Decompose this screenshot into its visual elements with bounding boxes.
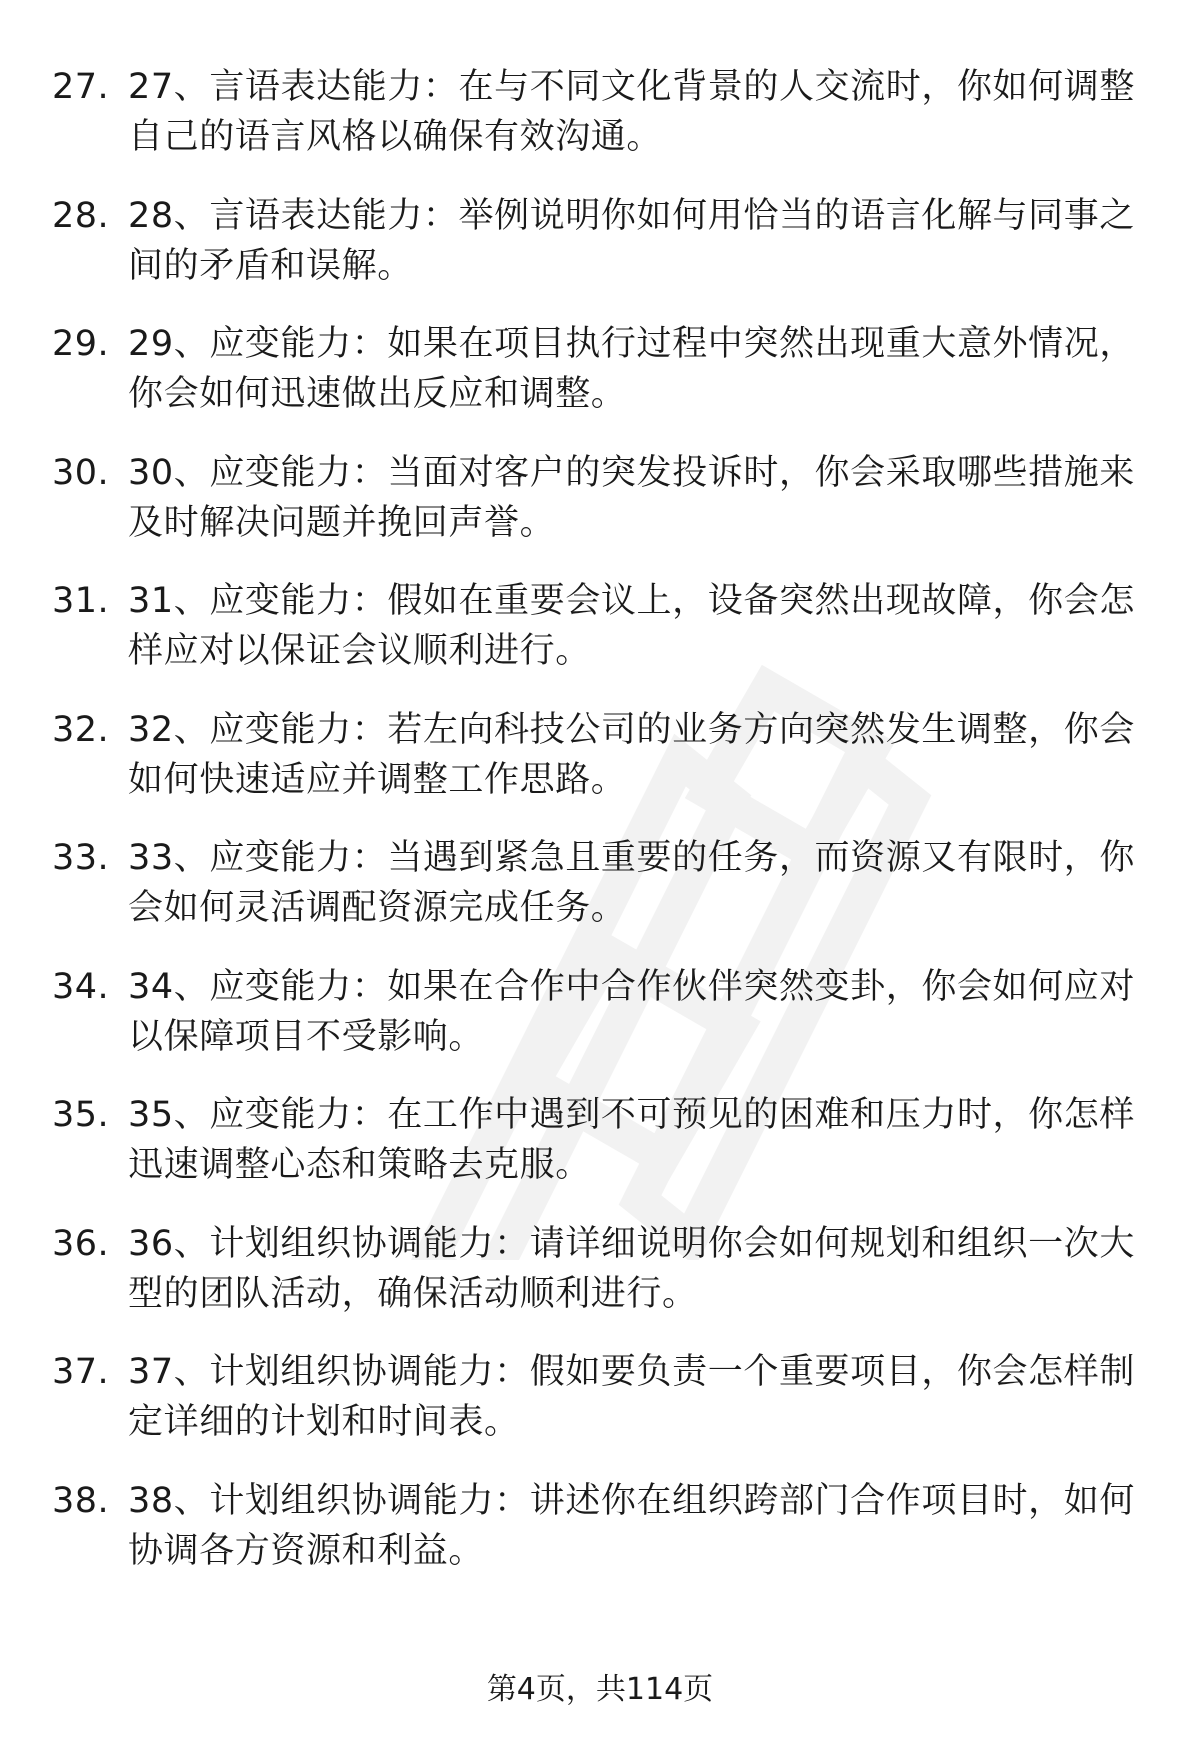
list-item [0,833,1200,962]
list-item [0,962,1200,1091]
list-item [0,1476,1200,1605]
item-number: 28. [52,195,110,236]
item-text: 35、应变能力：在工作中遇到不可预见的困难和压力时，你怎样迅速调整心态和策略去克服。 [128,1095,1135,1185]
item-text: 32、应变能力：若左向科技公司的业务方向突然发生调整，你会如何快速适应并调整工作思路。 [128,709,1135,800]
list-item [0,705,1200,834]
item-number: 37. [52,1352,110,1392]
item-text: 34、应变能力：如果在合作中合作伙伴突然变卦，你会如何应对以保障项目不受影响。 [128,966,1135,1057]
item-number: 29. [52,324,110,364]
item-text: 28、言语表达能力：举例说明你如何用恰当的语言化解与同事之间的矛盾和误解。 [128,195,1135,286]
list-item [0,319,1200,448]
page-footer: 第4页，共114页 [486,1672,714,1707]
item-number: 35. [52,1095,110,1135]
item-text: 27、言语表达能力：在与不同文化背景的人交流时，你如何调整自己的语言风格以确保有效沟通。 [128,67,1135,157]
item-number: 32. [52,709,110,750]
item-number: 30. [52,452,110,493]
list-item [0,1219,1200,1348]
item-number: 31. [52,581,110,621]
list-item [0,1090,1200,1219]
item-number: 36. [52,1223,110,1264]
list-item [0,576,1200,705]
item-number: 34. [52,966,110,1007]
list-item [0,448,1200,577]
item-text: 37、计划组织协调能力：假如要负责一个重要项目，你会怎样制定详细的计划和时间表。 [128,1352,1135,1442]
item-number: 33. [52,838,110,878]
list-item [0,1347,1200,1476]
item-text: 30、应变能力：当面对客户的突发投诉时，你会采取哪些措施来及时解决问题并挽回声誉。 [128,452,1135,543]
item-number: 38. [52,1480,110,1521]
item-text: 31、应变能力：假如在重要会议上，设备突然出现故障，你会怎样应对以保证会议顺利进行。 [128,581,1135,671]
item-text: 29、应变能力：如果在项目执行过程中突然出现重大意外情况，你会如何迅速做出反应和调整。 [128,324,1135,414]
item-number: 27. [52,67,110,107]
item-text: 38、计划组织协调能力：讲述你在组织跨部门合作项目时，如何协调各方资源和利益。 [128,1480,1135,1571]
item-text: 33、应变能力：当遇到紧急且重要的任务，而资源又有限时，你会如何灵活调配资源完成任务。 [128,838,1135,928]
question-list [0,62,1200,1604]
item-text: 36、计划组织协调能力：请详细说明你会如何规划和组织一次大型的团队活动，确保活动顺利进行。 [128,1223,1135,1314]
list-item [0,191,1200,320]
list-item [0,62,1200,191]
